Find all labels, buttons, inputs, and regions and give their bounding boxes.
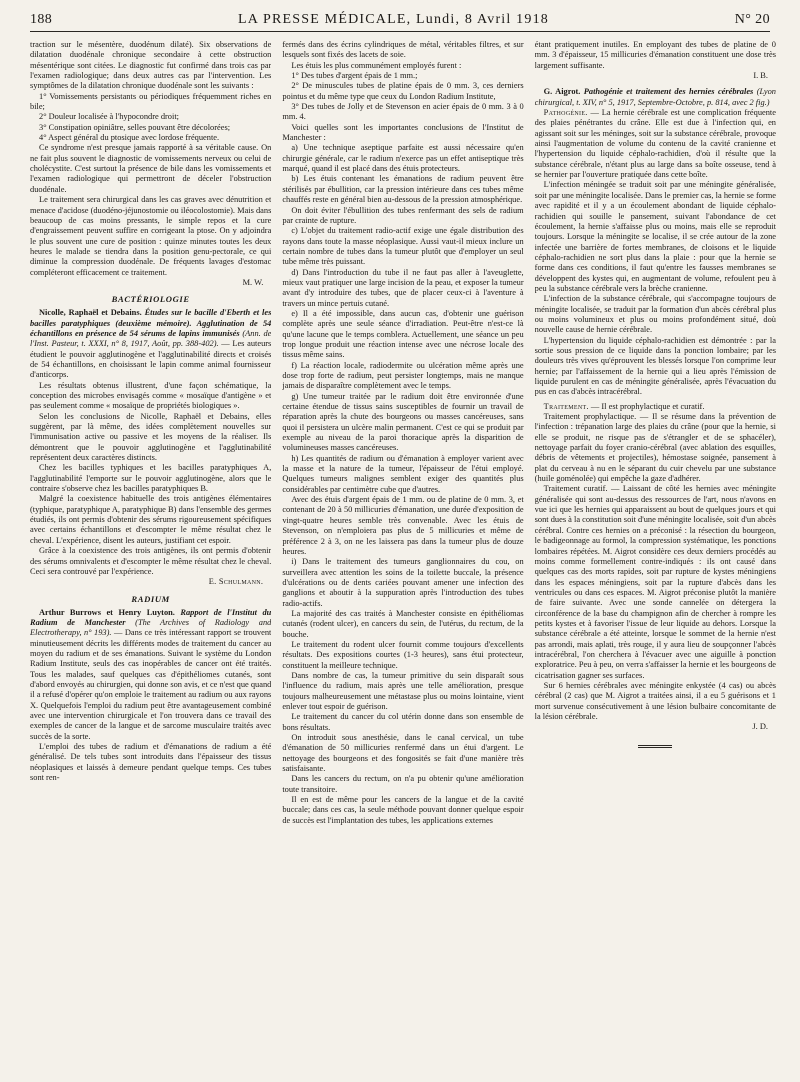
paragraph: Grâce à la coexistence des trois antigènes, ils ont permis d'obtenir des sérums omnivalents et d'escompter le même résultat chez le cheval. Ceci sera controuvé par l'expérience. (30, 546, 272, 576)
page-header (30, 12, 770, 32)
col1-intro: traction sur le mésentère, duodénum dilaté). Six observations de dilatation duodénale chronique secondaire à cette obstruction mésentérique sont citées. Le diagnostic fut confirmé dans trois cas par l'examen radiologique; dans deux autres cas par l'intervention. Les symptômes de la dilatation chronique duodénale sont les suivants : (30, 40, 272, 91)
section-heading-radium: RADIUM (131, 593, 170, 604)
paragraph: Malgré la coexistence habituelle des trois antigènes élémentaires (typhique, paratyphique A, paratyphique B) dans l'ensemble des germes étudiés, ils ont permis d'obtenir des sérums rigoureusement spécifiques avec certains échantillons et d'escompter le même résultat chez le cheval. L'expérience, disent les auteurs, justifiant cet espoir. (30, 494, 272, 545)
symptom-item: 2° Douleur localisée à l'hypocondre droit; (39, 112, 179, 122)
article-text: — Les auteurs étudient le pouvoir agglutinogène et l'agglutinabilité directs et croisés de 54 échantillons, en choisissant le lapin comme animal fournisseur d'anticorps. (30, 339, 272, 380)
article-header (30, 308, 271, 380)
list-item: 1° Des tubes d'argent épais de 1 mm.; (291, 71, 418, 81)
paragraph: Traitement prophylactique. — Il se résume dans la prévention de l'infection : trépanation large des plaies du crâne (pour que la hernie, si elle se produit, ne risque pas de s'étrangler et de se sphacéler), nettoyage parfait du foyer cranio-cérébral (avec ablation des esquilles, débris de vêtements et projectiles), hémostase soignée, pansement à plat du cerveau à nu en le séparant du cuir chevelu par une substance (huile goménolée) qui empêche la gaze d'adhérer. (534, 412, 776, 484)
article-reference: (Ann. de l'Inst. Pasteur, t. XXXI, n° 8, 1917, Août, pp. 388-402). (30, 328, 272, 349)
symptom-item: 3° Constipation opiniâtre, selles pouvant être décolorées; (39, 122, 231, 132)
paragraph: Selon les conclusions de Nicolle, Raphaël et Debains, elles suggèrent, par là même, des idées complètement nouvelles sur l'immunisation active ou passive et les moyens de la réaliser. Ils démontrent que le pouvoir agglutinogène et l'agglutinabilité représentent deux caractères distincts. (30, 411, 272, 463)
conclusion-item: d) Dans l'introduction du tube il ne faut pas aller à l'aveuglette, mieux vaut pratiquer une large incision de la peau, et exposer la tumeur avant d'y introduire des tubes, que de placer ceux-ci à l'aventure à travers un mince pertuis cutané. (282, 267, 524, 308)
symptoms-list (30, 92, 271, 144)
conclusion-item: c) L'objet du traitement radio-actif exige une égale distribution des rayons dans toute la masse néoplasique. Aussi vaut-il mieux inclure un certain nombre de tubes dans la tumeur plutôt que d'employer un seul tube même très puissant. (282, 226, 524, 267)
paragraph: Le traitement du cancer du col utérin donne dans son ensemble de bons résultats. (282, 712, 524, 732)
paragraph: L'emploi des tubes de radium et d'émanations de radium a été généralisé. De tels tubes sont introduits dans l'épaisseur des tissus néoplasiques et laissés à demeure pendant quelque temps. Ces tubes sont ren- (30, 742, 272, 783)
signature: E. Schulmann. (208, 577, 264, 587)
paragraph: L'infection méningée se traduit soit par une méningite généralisée, soit par une méningite localisée. Dans le premier cas, la hernie se forme avec rapidité et il y a un écoulement abondant de liquide céphalo-rachidien qui souille le pansement, suivant l'abondance de cet écoulement, la hernie s'affaisse plus ou moins, mais elle se reproduit toujours. Lorsque la méningite se localise, il se crée autour de la zone infectée une barrière de fortes membranes, de cloisons et le liquide céphalo-rachidien ne sort plus dans la plaie : pour que la hernie se forme dans ces conditions, il faut qu'entre les fausses membranes se développent des kystes qui, en augmentant de volume, refoulent peu à peu la substance cérébrale vers la brèche cranienne. (534, 180, 776, 293)
paragraph: Voici quelles sont les importantes conclusions de l'Institut de Manchester : (282, 122, 524, 143)
subsection-label: Traitement. (543, 401, 589, 411)
symptom-item: 4° Aspect général du ptosique avec lordose fréquente. (39, 133, 220, 143)
conclusion-item: i) Dans le traitement des tumeurs ganglionnaires du cou, on surveillera avec attention les soins de la toilette buccale, la présence d'ulcérations ou de dents cariées pouvant amener une infection des ganglions et aboutir à la suppuration après l'introduction des tubes radio-actifs. (282, 557, 524, 608)
paragraph: étant pratiquement inutiles. En employant des tubes de platine de 0 mm. 3 d'épaisseur, 15 millicuries d'émanation constituent une dose très largement suffisante. (534, 40, 776, 70)
article-reference: (The Archives of Radiology and Electrotherapy, n° 193). (30, 617, 272, 638)
paragraph (535, 402, 776, 412)
column-1 (30, 40, 271, 1074)
article-title: Rapport de l'Institut du Radium de Manchester (30, 607, 272, 627)
subsection-text: — La hernie cérébrale est une complication fréquente des plaies pénétrantes du crâne. Elle est due à l'infection qui, en agissant soit sur les méninges, soit sur la substance cérébrale, provoque ainsi l'augmentation de volume du contenu de la cavité cranienne et l'hypertension du liquide céphalo-rachidien, d'où il résulte que la substance cérébrale, n'étant plus au large dans sa boîte osseuse, tend à se hernier par l'ouverture pratiquée dans cette boîte. (534, 108, 776, 180)
list-item: 3° Des tubes de Jolly et de Stevenson en acier épais de 0 mm. 3 à 0 mm. 4. (282, 102, 524, 122)
issue-number: N° 20 (734, 12, 770, 27)
paragraph: fermés dans des écrins cylindriques de métal, véritables filtres, et sur lesquels sont fixés des lacets de soie. (282, 40, 524, 60)
paragraph: Traitement curatif. — Laissant de côté les hernies avec méningite généralisée qui sont au-dessus des ressources de l'art, nous n'avons en vue ici que les hernies qui apparaissent au bout de quelques jours et qui sont dues à la constitution soit d'une méningite localisée, soit d'un abcès cérébral. Contre ces hernies on a préconisé : la résection du bourgeon, le badigeonnage au formol, la compression systématique, les ponctions lombaires répétées. M. Aigrot considère ces deux derniers procédés au moins comme formellement contre-indiqués : ils ont causé dans quelques cas des morts rapides, soit par rupture de kystes méningiens dans les espaces méningiens, soit par la rupture d'abcès dans les ventricules ou dans ces espaces. M. Aigrot préconise plutôt la manière de faire suivante. Avec une sonde cannelée on détergera la circonférence de la base du champignon afin de chercher à rompre les petits kystes et à favoriser l'issue de leur liquide au dehors. Lorsque la substance cérébrale a été atteinte, lorsque le sommet de la hernie n'est pas arrondi, mais aplati, très rouge, il y aura lieu de soupçonner l'abcès intracérébral, l'on cherchera à l'évacuer avec une aiguille à ponction exploratrice. Peu à peu, on verra s'affaisser la hernie et les bourgeons de cicatrisation gagner ses surfaces. (534, 484, 776, 680)
conclusion-item: g) Une tumeur traitée par le radium doit être environnée d'une certaine étendue de tissus sains susceptibles de fournir un travail de réparation après la chute des bourgeons ou masses cancéreuses, sans quoi il persistera un ulcère malin permanent. C'est ce qui se produit par exemple au niveau de la paroi thoracique après la disparition de volumineuses masses cancéreuses. (282, 391, 524, 453)
signature: M. W. (242, 277, 264, 287)
paragraph: Les résultats obtenus illustrent, d'une façon schématique, la conception des microbes envisagés comme « mosaïque d'antigène » et pas seulement comme « mosaïque de propriétés biologiques ». (30, 380, 272, 411)
conclusion-item: e) Il a été impossible, dans aucun cas, d'obtenir une guérison complète après une seule séance d'irradiation. Peut-être n'est-ce là qu'une lacune que le temps comblera. Actuellement, une séance un peu trop longue produit une réaction intense avec une nécrose locale des tissus même sains. (282, 308, 524, 360)
paragraph: On introduit sous anesthésie, dans le canal cervical, un tube d'émanation de 50 millicuries renfermé dans un étui d'argent. Le nettoyage des bourgeons et des fongosités se fait d'une manière très satisfaisante. (282, 733, 524, 774)
symptom-item: 1° Vomissements persistants ou périodiques fréquemment riches en bile; (30, 91, 272, 112)
paragraph: Il en est de même pour les cancers de la langue et de la cavité buccale; dans ces cas, la seule méthode pouvant donner quelque espoir de succès est l'implantation des tubes, les applications externes (282, 795, 524, 825)
subsection-text: — Il est prophylactique et curatif. (590, 401, 705, 411)
paragraph: Dans nombre de cas, la tumeur primitive du sein disparaît sous l'influence du radium, mais après une telle amélioration, presque toujours malheureusement une métastase plus ou moins lointaine, vient enlever tout espoir de guérison. (282, 670, 524, 711)
article-authors: Arthur Burrows et Henry Luyton. (39, 607, 175, 617)
columns (30, 40, 776, 1074)
conclusion-item: h) Les quantités de radium ou d'émanation à employer varient avec la masse et la nature de la tumeur, l'épaisseur de l'étui employé. Quelques tumeurs malignes semblent exiger des quantités plus considérables par centimètre cube que d'autres. (282, 453, 524, 494)
article-title: Études sur le bacille d'Eberth et les bacilles paratyphiques (deuxième mémoire). Agglutination de 54 échantillons en présence de 54 sérums de lapins immunisés (30, 308, 272, 338)
column-2 (282, 40, 523, 1074)
column-3 (535, 40, 776, 1074)
end-separator (638, 745, 672, 748)
section-heading-bacteriologie: BACTÉRIOLOGIE (111, 294, 190, 305)
paragraph: L'hypertension du liquide céphalo-rachidien est démontrée : par la sortie sous pression de ce liquide dans la ponction lombaire; par les douleurs très vives qu'éprouvent les blessés lorsque l'on comprime leur hernie; par l'affaissement de la hernie qui a lieu après l'émission de liquide purulent en cas de méningite généralisée, après l'évacuation du pus en cas d'abcès intracérébral. (534, 335, 776, 397)
article-text: — Dans ce très intéressant rapport se trouvent minutieusement décrits les différents modes de traitement du cancer au moyen du radium et de ses émanations. Suivant le système du London Radium Institute, seuls des cas inopérables de cancer ont été traités. Tous les malades, sauf quelques cas d'épithéliomes cutanés, sont d'abord envoyés au chirurgien, qui donne son avis, et ce n'est que quand il a refusé d'opérer qu'on emploie le traitement au radium ou aux rayons X. Quelquefois l'emploi du radium peut être avantageusement combiné avec une intervention chirurgicale et l'on trouvera dans ce travail des exemples de cancer de la langue et de sarcome musculaire traités avec succès de la sorte. (30, 628, 272, 741)
conclusion-item: a) Une technique aseptique parfaite est aussi nécessaire qu'en chirurgie générale, car le radium n'exerce pas un effet antiseptique très marqué, quand il est placé dans des étuis protecteurs. (282, 143, 524, 174)
article-authors: G. Aigrot. (543, 87, 581, 97)
paragraph: Les étuis les plus communément employés furent : (291, 60, 462, 70)
paragraph: L'infection de la substance cérébrale, qui s'accompagne toujours de méningite localisée, se traduit par la formation d'un abcès cérébral plus ou moins volumineux et plus ou moins profondément situé, doù nouvelle cause de hernie cérébrale. (534, 294, 776, 335)
article-title: Pathogénie et traitement des hernies cérébrales (583, 87, 754, 97)
paragraph: Sur 6 hernies cérébrales avec méningite enkystée (4 cas) ou abcès cérébral (2 cas) que M. Aigrot a traitées ainsi, il a eu 5 guérisons et 1 mort survenue consécutivement à une lésion bulbaire concomitante de la lésion cérébrale. (534, 680, 776, 721)
signature: J. D. (752, 722, 768, 732)
paragraph: Le traitement sera chirurgical dans les cas graves avec dénutrition et menace d'acidose (duodéno-jéjunostomie ou iléocolostomie). Mais dans beaucoup de cas moins pressants, le simple repos et la cure d'engraissement peuvent suffire en corrigeant la ptose. On y adjoindra le plus souvent une cure de position : quinze minutes toutes les deux heures le malade se tiendra dans la position genu-pectorale, ce qui diminue la compression duodénale. De fréquents lavages d'estomac compléteront efficacement ce traitement. (30, 195, 272, 277)
paragraph: On doit éviter l'ébullition des tubes renfermant des sels de radium par crainte de rupture. (282, 205, 524, 225)
conclusion-item: f) La réaction locale, radiodermite ou ulcération même après une dose trop forte de radium, peut persister longtemps, mais ne manque jamais de disparaître complètement avec le temps. (282, 360, 524, 391)
subsection-label: Pathogénie. (543, 108, 588, 118)
article-authors: Nicolle, Raphaël et Debains. (39, 308, 142, 318)
paragraph: Le traitement du rodent ulcer fournit comme toujours d'excellents résultats. Des expositions courtes (1-3 heures), sans étui protecteur, constituent la meilleure technique. (282, 639, 524, 670)
paragraph: Ce syndrome n'est presque jamais rapporté à sa véritable cause. On ne fait plus souvent le diagnostic de vomissements nerveux ou celui de cholécystite. C'est surtout la présence de bile dans les vomissements et l'examen radiologique qui permettront de déceler l'obstruction duodénale. (30, 143, 272, 194)
conclusion-item: b) Les étuis contenant les émanations de radium peuvent être stérilisés par ébullition, car la pression intérieure dans ces tubes même chauffés reste en général bien au-dessous de la pression atmosphérique. (282, 174, 524, 205)
paragraph: Chez les bacilles typhiques et les bacilles paratyphiques A, l'agglutinabilité l'emporte sur le pouvoir agglutinogène, alors que le contraire s'observe chez les bacilles paratyphiques B. (30, 463, 272, 494)
journal-title: LA PRESSE MÉDICALE, Lundi, 8 Avril 1918 (237, 12, 549, 27)
article-header (535, 87, 776, 108)
list-item: 2° De minuscules tubes de platine épais de 0 mm. 3, ces derniers pointus et du même type que ceux du London Radium Institute, (282, 81, 524, 101)
article-reference: (Lyon chirurgical, t. XIV, n° 5, 1917, Septembre-Octobre, p. 814, avec 2 fig.) (534, 87, 776, 107)
paragraph: La majorité des cas traités à Manchester consiste en épithéliomas cutanés (rodent ulcer), en cancers du sein, de l'utérus, du rectum, de la bouche. (282, 608, 524, 639)
article-header (30, 608, 271, 742)
paragraph: Avec des étuis d'argent épais de 1 mm. ou de platine de 0 mm. 3, et contenant de 20 à 50 millicuries d'émanation, une durée d'exposition de vingt-quatre heures semble très convenable. Avec les étuis de Stevenson, on n'emploiera pas plus de 5 millicuries et même de préférence 2 à 3, on ne les laissera pas dans la tumeur plus de douze heures. (282, 495, 524, 556)
page-number: 188 (30, 12, 53, 27)
paragraph: Dans les cancers du rectum, on n'a pu obtenir qu'une amélioration toute transitoire. (282, 774, 524, 794)
paragraph (535, 108, 776, 180)
signature: I. B. (753, 71, 768, 81)
